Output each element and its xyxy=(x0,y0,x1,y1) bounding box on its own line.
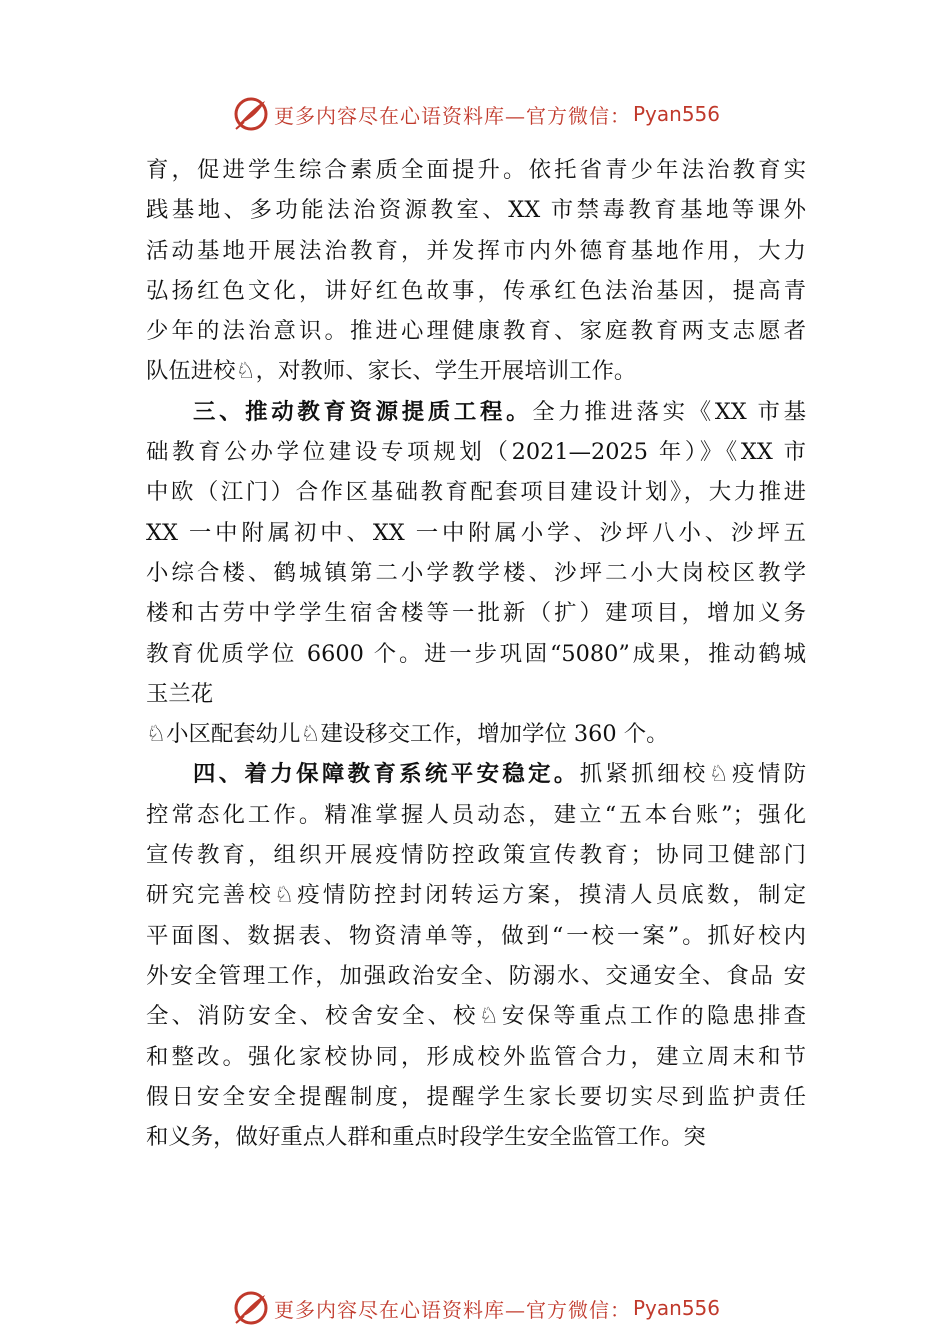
line-text: 抓紧抓细校♘疫情防 xyxy=(579,761,806,788)
line-text: 践基地、多功能法治资源教室、XX 市禁毒教育基地等课外 xyxy=(146,197,806,224)
footer-banner-text: 更多内容尽在心语资料库—官方微信： xyxy=(274,1297,631,1322)
text-line xyxy=(146,1077,806,1117)
text-line xyxy=(146,351,806,391)
line-text: 育，促进学生综合素质全面提升。依托省青少年法治教育实 xyxy=(146,157,806,183)
text-line xyxy=(146,996,806,1036)
text-line xyxy=(146,875,806,915)
section-heading: 三、推动教育资源提质工程。 xyxy=(193,398,533,425)
header-wechat-handle: Pyan556 xyxy=(633,102,721,126)
header-banner-text: 更多内容尽在心语资料库—官方微信： xyxy=(274,103,631,128)
footer-wechat-handle: Pyan556 xyxy=(633,1296,721,1320)
text-line xyxy=(146,311,806,351)
header-banner xyxy=(232,94,720,134)
line-text: 研究完善校♘疫情防控封闭转运方案，摸清人员底数，制定 xyxy=(146,882,806,909)
text-line xyxy=(146,472,806,512)
line-text: 活动基地开展法治教育，并发挥市内外德育基地作用，大力 xyxy=(146,237,806,264)
text-line xyxy=(146,553,806,593)
text-line xyxy=(146,916,806,956)
line-text: 教育优质学位 6600 个。进一步巩固“5080”成果，推动鹤城 xyxy=(146,640,806,667)
line-text: 小综合楼、鹤城镇第二小学教学楼、沙坪二小大岗校区教学 xyxy=(146,559,806,586)
line-text: 玉兰花 xyxy=(146,680,214,707)
footer-banner xyxy=(232,1288,720,1328)
line-text: 和整改。强化家校协同，形成校外监管合力，建立周末和节 xyxy=(146,1043,806,1070)
line-text: 控常态化工作。精准掌握人员动态，建立“五本台账”；强化 xyxy=(146,801,806,828)
line-text: 楼和古劳中学学生宿舍楼等一批新（扩）建项目，增加义务 xyxy=(146,600,806,627)
section-heading: 四、着力保障教育系统平安稳定。 xyxy=(193,761,580,788)
line-text: 和义务，做好重点人群和重点时段学生安全监管工作。突 xyxy=(146,1124,706,1151)
text-line xyxy=(146,432,806,472)
line-text: 础教育公办学位建设专项规划（2021—2025 年）》《XX 市 xyxy=(146,439,806,466)
line-text: 全力推进落实《XX 市基 xyxy=(532,398,806,425)
line-text: 平面图、数据表、物资清单等，做到“一校一案”。抓好校内 xyxy=(146,922,806,949)
line-text: 宣传教育，组织开展疫情防控政策宣传教育；协同卫健部门 xyxy=(146,842,806,869)
text-line xyxy=(146,271,806,311)
text-line xyxy=(146,150,806,190)
line-text: 队伍进校♘，对教师、家长、学生开展培训工作。 xyxy=(146,358,637,385)
text-line xyxy=(146,634,806,674)
text-line xyxy=(146,1117,806,1157)
text-line xyxy=(146,956,806,996)
text-line xyxy=(146,513,806,553)
text-line xyxy=(146,1037,806,1077)
line-text: 假日安全安全提醒制度，提醒学生家长要切实尽到监护责任 xyxy=(146,1083,806,1110)
line-text: ♘小区配套幼儿♘建设移交工作，增加学位 360 个。 xyxy=(146,721,669,748)
text-line xyxy=(146,593,806,633)
line-text: 中欧（江门）合作区基础教育配套项目建设计划》，大力推进 xyxy=(146,479,806,506)
text-line xyxy=(146,674,806,714)
document-body xyxy=(146,150,806,1157)
line-text: 弘扬红色文化，讲好红色故事，传承红色法治基因，提高青 xyxy=(146,277,806,304)
line-text: 外安全管理工作，加强政治安全、防溺水、交通安全、食品 安 xyxy=(146,962,806,989)
text-line xyxy=(146,754,806,794)
text-line xyxy=(146,795,806,835)
text-line xyxy=(146,392,806,432)
text-line xyxy=(146,835,806,875)
text-line xyxy=(146,190,806,230)
line-text: 全、消防安全、校舍安全、校♘安保等重点工作的隐患排查 xyxy=(146,1003,806,1030)
line-text: XX 一中附属初中、XX 一中附属小学、沙坪八小、沙坪五 xyxy=(146,519,806,546)
feather-pen-logo-icon xyxy=(232,1289,270,1327)
feather-pen-logo-icon xyxy=(232,95,270,133)
line-text: 少年的法治意识。推进心理健康教育、家庭教育两支志愿者 xyxy=(146,318,806,345)
text-line xyxy=(146,231,806,271)
text-line xyxy=(146,714,806,754)
